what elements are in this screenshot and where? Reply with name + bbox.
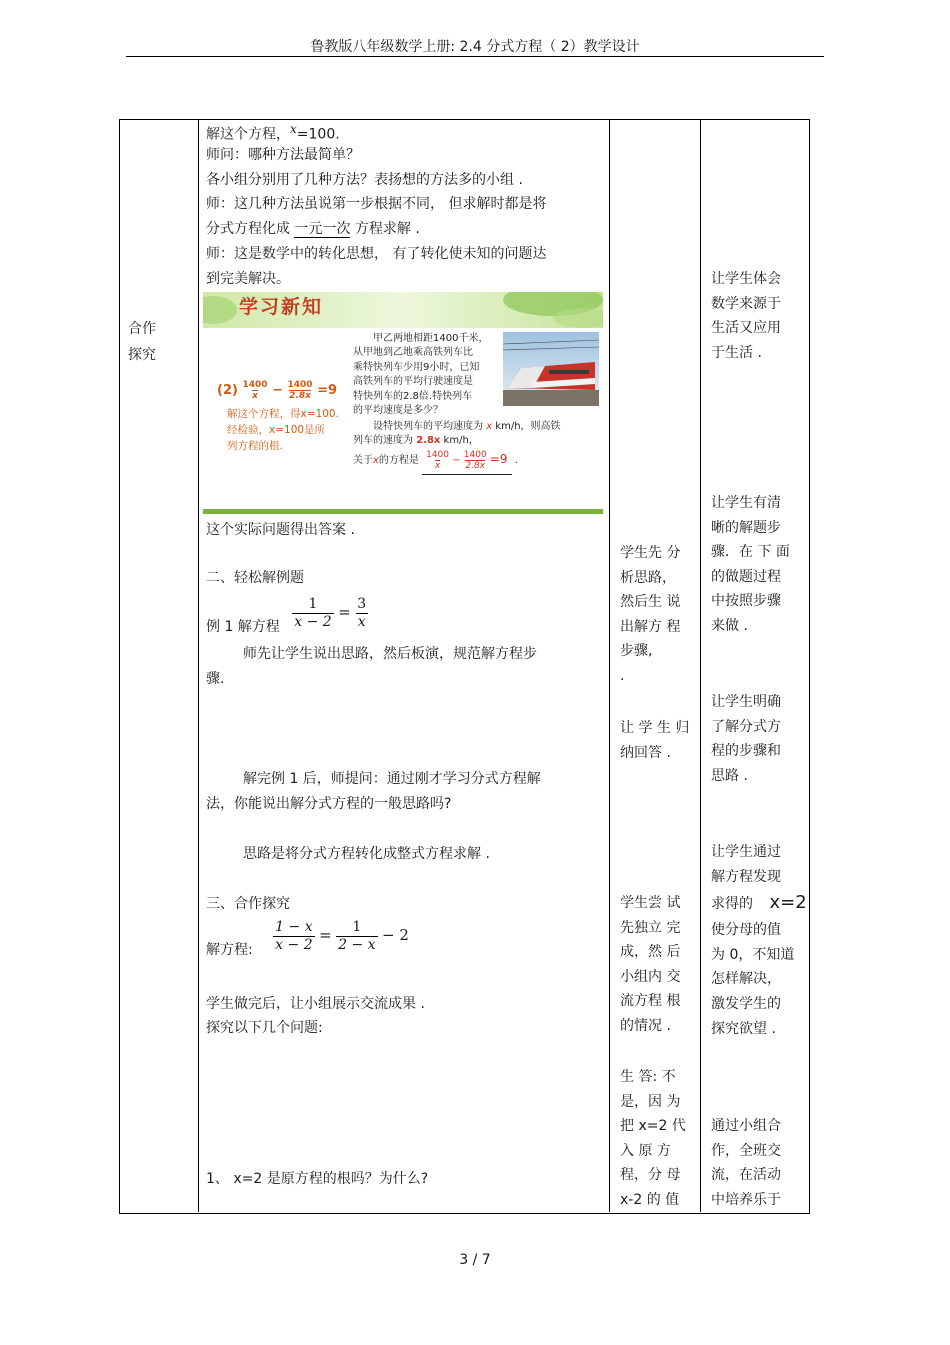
col-divider-1 [198,119,199,1212]
purpose-line: 程的步骤和 [711,743,781,760]
purpose-line: 于生活 . [711,344,762,361]
slide-op: =9 [317,383,338,398]
purpose-line: 通过小组合 [711,1118,781,1134]
main-line: 师：这是数学中的转化思想， 有了转化使未知的问题达 [206,246,547,262]
main-line: 探究以下几个问题: [206,1020,323,1036]
slide-problem-line: 从甲地到乙地乘高铁列车比 [353,347,473,359]
den: x [434,460,441,471]
slide-op: − [452,455,461,466]
fraction [355,596,368,631]
slide-op: − [272,383,283,398]
student-line: 小组内 交 [620,968,681,985]
purpose-4 [711,840,807,1041]
student-line: 成，然 后 [620,944,681,961]
purpose-line: 激发学生的 [711,995,781,1012]
main-line: 法，你能说出解分式方程的一般思路吗? [206,796,452,812]
section-heading: 二、轻松解例题 [206,570,304,586]
num: 1400 [463,449,487,460]
purpose-line: 中按照步骤 [711,593,781,610]
main-line: 骤. [206,671,225,687]
slide-fraction [288,380,313,401]
stage-label-line: 探究 [128,347,156,363]
slide-var: x [486,421,493,432]
purpose-line: 让学生体会 [711,271,781,287]
student-line: 学生先 分 [620,545,681,561]
main-line: 1、 x=2 是原方程的根吗？为什么? [206,1171,429,1187]
slide-var: x [373,455,379,466]
main-text: 方程求解 . [350,221,420,237]
student-line: 的情况 . [620,1017,671,1034]
purpose-1 [711,267,781,365]
slide-var: 2.8x [416,435,441,447]
purpose-line: 使分母的值 [711,922,781,939]
slide-solution-line: 经检验，x=100是所 [227,424,326,436]
purpose-line: 解方程发现 [711,868,781,885]
slide-solution-line: 解这个方程，得x=100. [227,408,339,420]
student-line: . [620,667,625,684]
main-line: 师：这几种方法虽说第一步根据不同， 但求解时都是将 [206,196,547,212]
student-line: 出解方 程 [620,618,681,635]
student-line: 程，分 母 [620,1167,681,1184]
purpose-line: 生活又应用 [711,320,781,337]
student-line: 步骤, [620,643,653,660]
equation-label: 解方程: [206,942,253,958]
den: 2.8x [289,391,311,401]
main-text: 解这个方程， [206,126,290,143]
student-activity-3 [620,891,680,1039]
student-line: 学生尝 试 [620,895,681,911]
slide-fraction [242,380,267,401]
equals-sign: = [319,926,332,944]
student-line: 纳回答 . [620,744,671,761]
slide-text: . [514,455,518,466]
purpose-line: 作，全班交 [711,1142,781,1159]
student-line: 把 x=2 代 [620,1118,686,1135]
student-activity-4 [620,1065,686,1213]
purpose-line: 为 0，不知道 [711,946,795,963]
purpose-line: 晰的解题步 [711,519,781,536]
main-line: 学生做完后，让小组展示交流成果 . [206,996,425,1012]
main-line: 各小组分别用了几种方法？表扬想的方法多的小组 . [206,172,523,188]
page-number: 3 / 7 [459,1252,491,1268]
denominator: x − 2 [275,936,313,953]
main-line: 思路是将分式方程转化成整式方程求解 . [243,846,490,862]
main-line: 到完美解决。 [206,271,290,287]
denominator: x − 2 [294,613,332,630]
purpose-line: 探究欲望 . [711,1020,776,1037]
student-activity-1 [620,541,680,689]
main-line: 这个实际问题得出答案 . [206,522,355,538]
fraction [292,596,333,631]
section-heading: 三、合作探究 [206,896,290,912]
main-text: =100. [296,126,340,143]
student-line: 然后生 说 [620,594,681,611]
slide-left-equation [217,380,337,401]
purpose-line: 的做题过程 [711,568,781,585]
purpose-line: 数学来源于 [711,295,781,312]
slide-eq-num: (2) [217,383,238,398]
slide-problem-line: 乘特快列车少用9小时，已知 [353,361,480,373]
student-line: 析思路， [620,569,676,586]
header-rule [126,56,824,57]
purpose-line: 了解分式方 [711,718,781,735]
main-line [206,120,340,144]
col-divider-2 [609,119,610,1212]
fraction [273,919,314,954]
exploration-equation [206,915,409,970]
numerator: 3 [357,595,367,612]
example-label: 例 1 解方程 [206,619,280,635]
main-line: 师先让学生说出思路，然后板演，规范解方程步 [243,646,537,662]
purpose-line: 中培养乐于 [711,1191,781,1208]
slide-op: =9 [489,452,508,466]
train-photo [503,332,599,406]
slide-solution-line: 列方程的根. [227,440,283,452]
student-line: 先独立 完 [620,919,681,936]
main-line [206,220,420,238]
slide-text: km/h， [443,435,479,447]
slide-text: km/h，则高铁 [495,421,561,432]
slide-text: 设特快列车的平均速度为 [373,421,483,432]
col-divider-3 [700,119,701,1212]
slide-fraction [426,450,449,471]
numerator: 1 − x [275,918,313,935]
purpose-big-text: x=2 [769,892,807,914]
student-line: x-2 的 值 [620,1191,680,1208]
numerator: 1 [352,918,362,935]
slide-problem-line: 的平均速度是多少？ [353,405,443,417]
math-var: x [290,122,297,136]
main-line: 解完例 1 后，师提问：通过刚才学习分式方程解 [243,771,541,787]
slide-problem [353,332,488,418]
slide-left-solution [227,406,339,454]
purpose-line: 流，在活动 [711,1167,781,1184]
stage-label-line: 合作 [128,321,156,337]
den: 2.8x [465,460,486,471]
student-activity-2 [620,716,689,765]
slide-setup-line [353,420,561,434]
main-line: 师问：哪种方法最简单？ [206,147,360,163]
slide-problem-line: 甲乙两地相距1400千米， [373,333,489,344]
slide-equation [422,446,511,475]
purpose-line: 让学生明确 [711,694,781,710]
purpose-2 [711,491,790,639]
slide-problem-line: 高铁列车的平均行驶速度是 [353,376,473,388]
purpose-line: 让学生通过 [711,844,781,860]
underlined-answer: 一元一次 [294,221,351,237]
slide-text: 列车的速度为 [353,435,413,447]
den: x [252,391,258,401]
student-line: 流方程 根 [620,993,681,1010]
page-header: 鲁教版八年级数学上册: 2.4 分式方程（ 2）教学设计 [310,39,640,55]
purpose-3 [711,690,781,788]
num: 1400 [242,380,268,390]
slide-fraction [464,450,487,471]
slide-text: 关于 [353,455,373,466]
slide-bottom-bar [203,509,603,514]
equals-sign: = [338,603,351,621]
denominator: x [357,613,366,630]
slide-text: 的方程是 [378,455,419,466]
purpose-line: 来做 . [711,617,748,634]
num: 1400 [287,380,313,390]
slide-title: 学习新知 [239,296,324,318]
numerator: 1 [308,595,318,612]
purpose-line: 骤．在 下 面 [711,544,790,561]
main-text: 分式方程化成 [206,221,295,237]
student-line: 入 原 方 [620,1142,671,1159]
slide-equation-line [353,446,518,475]
num: 1400 [426,449,450,460]
student-line: 是，因 为 [620,1093,681,1110]
purpose-line: 怎样解决， [711,971,781,988]
purpose-text: 求得的 [711,896,753,913]
purpose-line: 思路 . [711,767,748,784]
equation-tail: − 2 [381,926,409,944]
slide-problem-line: 特快列车的2.8倍.特快列车 [353,390,473,402]
student-line: 生 答: 不 [620,1069,676,1085]
lesson-slide-image [203,292,603,510]
stage-label [128,316,156,368]
fraction [336,919,377,954]
slide-setup [353,420,561,449]
purpose-5 [711,1114,781,1212]
denominator: 2 − x [338,936,376,953]
purpose-line: 让学生有清 [711,495,781,511]
purpose-line [711,889,807,918]
student-line: 让 学 生 归 [620,720,690,736]
example-1 [206,592,368,647]
